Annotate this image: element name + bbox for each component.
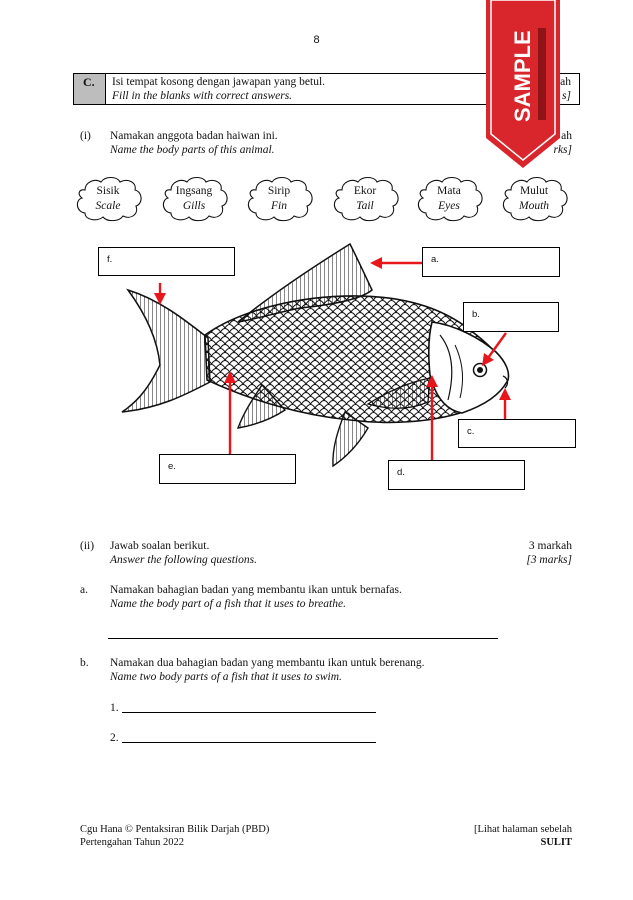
part-b-question bbox=[110, 656, 425, 684]
part-a-text-en: Name the body part of a fish that it uses to breathe. bbox=[110, 598, 346, 610]
question-i-marks-en: rks] bbox=[553, 144, 572, 156]
word-bank-term-ms: Mulut bbox=[519, 185, 549, 197]
word-bank-term-en: Eyes bbox=[438, 200, 460, 212]
label-box-f[interactable]: f. bbox=[98, 247, 235, 276]
part-a-label: a. bbox=[80, 584, 88, 596]
word-bank-term-en: Tail bbox=[356, 200, 374, 212]
sample-ribbon-shape bbox=[486, 0, 560, 170]
question-ii-prompt bbox=[110, 539, 257, 567]
footer-credit: Cgu Hana © Pentaksiran Bilik Darjah (PBD) bbox=[80, 824, 270, 835]
word-bank-term-en: Scale bbox=[95, 200, 121, 212]
part-a-text-ms: Namakan bahagian badan yang membantu ikan untuk bernafas. bbox=[110, 584, 402, 596]
question-i-marks-ms: ah bbox=[561, 130, 572, 142]
label-box-b[interactable]: b. bbox=[463, 302, 559, 332]
footer-term: Pertengahan Tahun 2022 bbox=[80, 837, 185, 848]
part-b-label: b. bbox=[80, 657, 89, 669]
part-b-blank-1-line[interactable] bbox=[122, 712, 376, 713]
word-bank-term-ms: Ekor bbox=[353, 185, 377, 197]
tail-fin bbox=[122, 290, 210, 412]
section-marks-en: s] bbox=[562, 90, 571, 102]
page-number: 8 bbox=[313, 34, 320, 46]
footer-classification: SULIT bbox=[540, 837, 572, 848]
part-b-text-ms: Namakan dua bahagian badan yang membantu ikan untuk berenang. bbox=[110, 657, 425, 669]
question-ii-number: (ii) bbox=[80, 540, 95, 552]
section-instruction-en: Fill in the blanks with correct answers. bbox=[112, 90, 293, 102]
word-bank-term-ms: Mata bbox=[437, 185, 461, 197]
question-i-prompt-ms: Namakan anggota badan haiwan ini. bbox=[110, 130, 278, 142]
footer-right bbox=[474, 823, 572, 849]
label-box-d[interactable]: d. bbox=[388, 460, 525, 490]
part-a-answer-line[interactable] bbox=[108, 638, 498, 639]
label-box-c[interactable]: c. bbox=[458, 419, 576, 448]
question-ii-marks bbox=[526, 539, 572, 567]
word-bank-term-en: Gills bbox=[182, 200, 206, 212]
word-bank-term-en: Fin bbox=[271, 200, 287, 212]
word-bank-term-ms: Sisik bbox=[96, 185, 120, 197]
part-b-blank-2-label: 2. bbox=[110, 732, 119, 744]
part-a-question bbox=[110, 583, 402, 611]
part-b-blank-2-line[interactable] bbox=[122, 742, 376, 743]
label-box-a[interactable]: a. bbox=[422, 247, 560, 277]
question-i-number: (i) bbox=[80, 130, 91, 142]
question-ii-prompt-ms: Jawab soalan berikut. bbox=[110, 540, 210, 552]
question-ii-marks-ms: 3 markah bbox=[528, 540, 572, 552]
section-instruction-ms: Isi tempat kosong dengan jawapan yang betul. bbox=[112, 76, 326, 88]
sample-ribbon bbox=[486, 0, 560, 170]
word-bank-term-ms: Ingsang bbox=[175, 185, 213, 197]
question-ii-marks-en: [3 marks] bbox=[526, 554, 572, 566]
section-letter: C. bbox=[74, 74, 106, 104]
footer-left bbox=[80, 823, 269, 849]
part-b-blank-1-label: 1. bbox=[110, 702, 119, 714]
part-b-text-en: Name two body parts of a fish that it uses to swim. bbox=[110, 671, 342, 683]
footer-next-page: [Lihat halaman sebelah bbox=[474, 824, 572, 835]
question-i-prompt-en: Name the body parts of this animal. bbox=[110, 144, 275, 156]
question-ii-prompt-en: Answer the following questions. bbox=[110, 554, 257, 566]
word-bank-term-ms: Sirip bbox=[267, 185, 291, 197]
label-box-e[interactable]: e. bbox=[159, 454, 296, 484]
word-bank-term-en: Mouth bbox=[518, 200, 550, 212]
section-marks-ms: ah bbox=[560, 76, 571, 88]
sample-ribbon-text: SAMPLE bbox=[510, 30, 535, 122]
